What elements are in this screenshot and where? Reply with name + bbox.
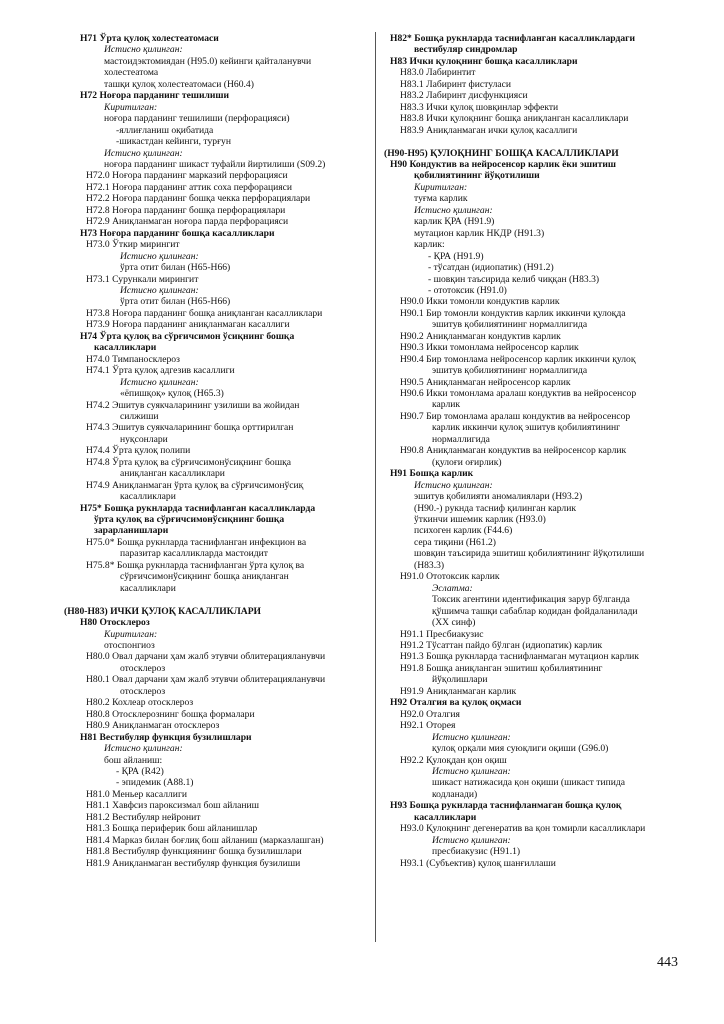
text-line: ўрта отит билан (H65-H66) (120, 296, 231, 308)
text-line: Истисно қилинган: (414, 479, 493, 491)
text-line: H91.3 Бошқа рукнларда таснифланмаган мутацион карлик (400, 651, 639, 663)
category-heading: H83 Ички қулоқнинг бошқа касалликлари (390, 55, 578, 67)
text-line: Киритилган: (104, 628, 158, 640)
text-line: - эпидемик (A88.1) (116, 777, 194, 789)
text-line: отосклероз (120, 685, 166, 697)
text-line: H73.9 Ноғора парданинг аниқланмаган касаллиги (86, 319, 290, 331)
text-line: мастоидэктомиядан (H95.0) кейинги қайталанувчи (104, 55, 312, 67)
category-heading: H91 Бошқа карлик (390, 468, 474, 480)
text-line: бош айланиш: (104, 754, 163, 766)
text-line: аниқланган касалликлари (120, 468, 225, 480)
text-line: H90.0 Икки томонли кондуктив карлик (400, 296, 560, 308)
text-line: H83.0 Лабиринтит (400, 67, 476, 79)
text-line: H91.1 Пресбиакузис (400, 628, 484, 640)
text-line: Истисно қилинган: (120, 250, 199, 262)
text-line: ноғора парданинг шикаст туфайли йиртилиши (S09.2) (104, 158, 326, 170)
text-line: H73.1 Сурункали мирингит (86, 273, 199, 285)
text-line: H81.8 Вестибуляр функциянинг бошқа бузилишлари (86, 846, 302, 858)
text-line: Истисно қилинган: (120, 284, 199, 296)
category-heading: H93 Бошқа рукнларда таснифланмаган бошқа қулоқ (390, 800, 622, 812)
text-line: H91.8 Бошқа аниқланган эшитиш қобилиятининг (400, 662, 603, 674)
text-line: Эслатма: (432, 582, 473, 594)
text-line: отоспонгиоз (104, 640, 155, 651)
category-heading: H81 Вестибуляр функция бузилишлари (80, 731, 252, 743)
text-line: карлик ҚРА (H91.9) (414, 216, 495, 228)
text-line: H83.1 Лабиринт фистуласи (400, 78, 512, 90)
text-line: H91.2 Тўсаттан пайдо бўлган (идиопатик) карлик (400, 640, 603, 651)
text-line: H90.1 Бир томонли кондуктив карлик иккинчи қулоқда (400, 307, 626, 319)
text-line: H81.2 Вестибуляр нейронит (86, 811, 201, 823)
text-line: «ёпишқоқ» қулоқ (H65.3) (120, 388, 224, 400)
text-line: шовқин таъсирида эшитиш қобилиятининг йўқотилиши (414, 548, 645, 560)
category-heading: H75* Бошқа рукнларда таснифланган касалликларда (80, 502, 316, 514)
text-line: H75.0* Бошқа рукнларда таснифланган инфекцион ва (86, 536, 307, 548)
text-line: H74.8 Ўрта қулоқ ва сўрғичсимонўсиқнинг бошқа (86, 456, 291, 468)
text-line: сўрғичсимонўсиқнинг бошқа аниқланган (120, 571, 289, 583)
text-line: Истисно қилинган: (414, 204, 493, 216)
text-line: нуқсонлари (120, 433, 168, 445)
text-line: H90.2 Аниқланмаган кондуктив карлик (400, 330, 561, 342)
right-column (384, 33, 686, 869)
category-heading: қобилиятининг йўқотилиши (414, 170, 540, 182)
text-line: -яллиғланиш оқибатида (116, 124, 214, 136)
text-line: сера тиқини (H61.2) (414, 536, 496, 548)
text-line: H80.8 Отосклерознинг бошқа формалари (86, 708, 255, 720)
text-line: эшитув қобилиятининг нормаллигида (432, 365, 588, 377)
text-line: Истисно қилинган: (432, 731, 511, 743)
text-line: холестеатома (104, 67, 159, 79)
text-line: Киритилган: (104, 101, 158, 113)
text-line: H72.2 Ноғора парданинг бошқа чекка перфорациялари (86, 193, 311, 205)
text-line: қўшимча ташқи сабаблар кодидан фойдаланилади (432, 605, 638, 617)
text-line: нормаллигида (432, 433, 490, 445)
category-heading: H90 Кондуктив ва нейросенсор карлик ёки эшитиш (390, 158, 616, 170)
text-line: H90.8 Аниқланмаган кондуктив ва нейросенсор карлик (400, 445, 627, 457)
text-line: H83.2 Лабиринт дисфункцияси (400, 90, 528, 102)
category-heading: H74 Ўрта қулоқ ва сўрғичсимон ўсиқнинг бошқа (80, 330, 295, 342)
text-line: H93.1 (Субъектив) қулоқ шанғиллаши (400, 857, 556, 869)
text-line: H90.4 Бир томонлама нейросенсор карлик иккинчи қулоқ (400, 353, 636, 365)
text-line: H74.0 Тимпаносклероз (86, 353, 180, 365)
text-line: (H90.-) рукнда тасниф қилинган карлик (414, 502, 577, 514)
text-line: H90.5 Аниқланмаган нейросенсор карлик (400, 376, 571, 388)
text-line: эшитув қобилияти аномалиялари (H93.2) (414, 491, 583, 503)
text-line: H75.8* Бошқа рукнларда таснифланган ўрта қулоқ ва (86, 559, 305, 571)
text-line: H80.1 Овал дарчани ҳам жалб этувчи облитерацияланувчи (86, 674, 326, 686)
category-heading: H71 Ўрта қулоқ холестеатомаси (80, 33, 219, 44)
text-line: - шовқин таъсирида келиб чиққан (H83.3) (428, 273, 600, 285)
text-line: H81.9 Аниқланмаган вестибуляр функция бузилиши (86, 857, 301, 869)
text-line: H81.0 Меньер касаллиги (86, 788, 188, 800)
page-number: 443 (657, 955, 678, 970)
text-line: шикаст натижасида қон оқиши (шикаст типида (432, 777, 626, 789)
text-line: H74.1 Ўрта қулоқ адгезив касаллиги (86, 365, 235, 377)
text-line: H72.1 Ноғора парданинг аттик соха перфорацияси (86, 181, 293, 193)
text-line: пресбиакузис (H91.1) (432, 846, 521, 858)
text-line: карлик (432, 399, 461, 411)
text-line: H81.4 Марказ билан боғлиқ бош айланиш (марказлашган) (86, 834, 324, 846)
text-line: эшитув қобилиятининг нормаллигида (432, 319, 588, 331)
text-line: ўткинчи ишемик карлик (H93.0) (414, 514, 546, 526)
text-line: йўқолишлари (432, 674, 488, 686)
text-line: H73.8 Ноғора парданинг бошқа аниқланган касалликлари (86, 307, 323, 319)
text-line: H92.2 Қулоқдан қон оқиш (400, 754, 507, 766)
text-line: Истисно қилинган: (120, 376, 199, 388)
text-line: Токсик агентини идентификация зарур бўлганда (432, 594, 630, 606)
text-line: ноғора парданинг тешилиши (перфорацияси) (104, 113, 290, 125)
text-line: H80.2 Кохлеар отосклероз (86, 697, 194, 709)
text-line: H80.9 Аниқланмаган отосклероз (86, 720, 220, 732)
category-heading: H72 Ноғора парданинг тешилиши (80, 90, 230, 102)
section-heading: (H80-H83) ИЧКИ ҚУЛОҚ КАСАЛЛИКЛАРИ (64, 605, 262, 617)
text-line: H83.9 Аниқланмаган ички қулоқ касаллиги (400, 124, 578, 136)
text-line: H83.8 Ички қулоқнинг бошқа аниқланган касалликлари (400, 113, 629, 125)
text-line: H92.1 Оторея (400, 720, 456, 732)
text-line: H80.0 Овал дарчани ҳам жалб этувчи облитерацияланувчи (86, 651, 326, 663)
text-line: H74.3 Эшитув суякчаларининг бошқа орттирилган (86, 422, 294, 434)
category-heading: ўрта қулоқ ва сўрғичсимонўсиқнинг бошқа (94, 514, 285, 526)
text-line: отосклероз (120, 662, 166, 674)
text-line: H91.9 Аниқланмаган карлик (400, 685, 517, 697)
text-line: - ототоксик (H91.0) (428, 284, 507, 296)
text-line: (қулоғи оғирлик) (432, 456, 502, 468)
category-heading: H80 Отосклероз (80, 617, 150, 629)
text-line: H83.3 Ички қулоқ шовқинлар эффекти (400, 101, 559, 113)
text-line: - тўсатдан (идиопатик) (H91.2) (428, 262, 554, 274)
text-line: карлик иккинчи қулоқ эшитув қобилиятининг (432, 422, 621, 434)
text-line: -шикастдан кейинги, турғун (116, 136, 231, 148)
category-heading: касалликлари (94, 342, 157, 354)
text-line: H90.3 Икки томонлама нейросенсор карлик (400, 342, 579, 354)
text-line: касалликлари (120, 491, 176, 503)
text-line: ўрта отит билан (H65-H66) (120, 262, 231, 274)
text-line: H72.8 Ноғора парданинг бошқа перфорациялари (86, 204, 286, 216)
text-line: (H83.3) (414, 559, 445, 571)
text-line: Истисно қилинган: (432, 765, 511, 777)
text-line: Истисно қилинган: (432, 834, 511, 846)
text-line: карлик: (414, 239, 445, 251)
text-line: H74.2 Эшитув суякчаларининг узилиши ва жойидан (86, 399, 300, 411)
text-line: (XX синф) (432, 617, 476, 629)
text-line: туғма карлик (414, 193, 468, 205)
text-line (64, 594, 366, 605)
text-line: H90.7 Бир томонлама аралаш кондуктив ва нейросенсор (400, 410, 631, 422)
left-column (64, 33, 366, 869)
section-heading: (H90-H95) ҚУЛОҚНИНГ БОШҚА КАСАЛЛИКЛАРИ (384, 147, 619, 159)
text-line: H92.0 Оталгия (400, 708, 460, 720)
text-line: H73.0 Ўткир мирингит (86, 239, 180, 251)
category-heading: H73 Ноғора парданинг бошқа касалликлари (80, 227, 275, 239)
category-heading: зарарланишлари (94, 525, 169, 537)
text-line: Киритилган: (414, 181, 468, 193)
text-line: H74.4 Ўрта қулоқ полипи (86, 445, 191, 457)
text-line: - ҚРА (H91.9) (428, 250, 484, 262)
text-line: H81.1 Хавфсиз пароксизмал бош айланиш (86, 800, 260, 812)
text-line: H90.6 Икки томонлама аралаш кондуктив ва нейросенсор (400, 388, 637, 400)
column-divider (375, 32, 376, 942)
text-line: касалликлари (120, 582, 176, 594)
text-line: Истисно қилинган: (104, 44, 183, 56)
text-line: мутацион карлик НКДР (H91.3) (414, 227, 545, 239)
category-heading: касалликлари (414, 811, 477, 823)
text-line: H72.9 Аниқланмаган ноғора парда перфорацияси (86, 216, 289, 228)
text-line: H72.0 Ноғора парданинг марказий перфорацияси (86, 170, 288, 182)
text-line: - ҚРА (R42) (116, 765, 164, 777)
text-line: Истисно қилинган: (104, 743, 183, 755)
text-line: силжиши (120, 410, 159, 422)
category-heading: H82* Бошқа рукнларда таснифланган касалликлардаги (390, 33, 636, 44)
text-line: H81.3 Бошқа периферик бош айланишлар (86, 823, 258, 835)
category-heading: H92 Оталгия ва қулоқ оқмаси (390, 697, 522, 709)
text-line: H74.9 Аниқланмаган ўрта қулоқ ва сўрғичсимонўсиқ (86, 479, 304, 491)
text-line: H91.0 Ототоксик карлик (400, 571, 500, 583)
text-line: H93.0 Қулоқнинг дегенератив ва қон томирли касалликлари (400, 823, 646, 835)
text-line: паразитар касалликларда мастоидит (120, 548, 268, 560)
text-line: Истисно қилинган: (104, 147, 183, 159)
text-line: кодланади) (432, 788, 478, 800)
category-heading: вестибуляр синдромлар (414, 44, 518, 56)
text-line: ташқи қулоқ холестеатомаси (H60.4) (104, 78, 254, 90)
text-line (384, 136, 686, 147)
text-line: психоген карлик (F44.6) (414, 525, 513, 537)
text-line: қулоқ орқали мия суюқлиги оқиши (G96.0) (432, 743, 609, 755)
